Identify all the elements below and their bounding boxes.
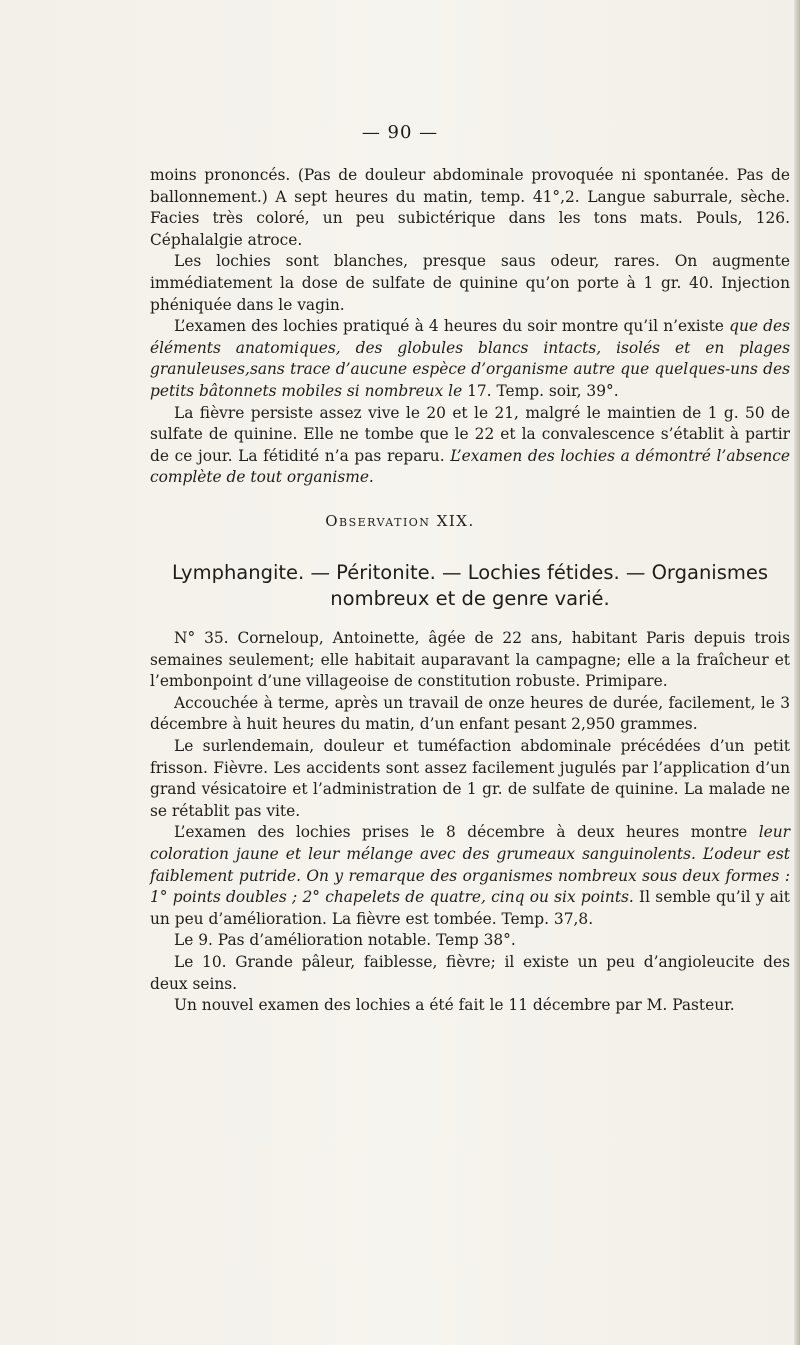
paragraph-3-lead: L’examen des lochies pratiqué à 4 heures du soir montre qu’il n’existe bbox=[174, 317, 730, 336]
paragraph-1: moins prononcés. (Pas de douleur abdominale provoquée ni spontanée. Pas de ballonnement.) A sept heures du matin, temp. 41°,2. Langue saburrale, sèche. Facies très coloré, un peu subictérique dans les tons mats. Pouls, 126. Céphalalgie atroce. bbox=[150, 166, 790, 249]
paragraph-4 bbox=[150, 403, 790, 489]
paragraph-4-lead: La fièvre persiste assez vive le 20 et le 21, malgré le maintien de 1 g. 50 de sulfate de quinine. Elle ne tombe que le 22 et la convalescence s’établit à partir de ce jour. La fétidité n’a pas reparu. bbox=[150, 403, 790, 465]
paragraph-8-italic: leur coloration jaune et leur mélange avec des grumeaux sanguinolents. L’odeur est faiblement putride. On y remarque des organismes nombreux sous deux formes : 1° points doubles ; 2° chapelets de quatre, cinq ou six points. bbox=[150, 823, 790, 907]
case-text bbox=[150, 628, 790, 1017]
case-title: Lymphangite. — Péritonite. — Lochies fétides. — Organismes nombreux et de genre varié. bbox=[171, 561, 769, 610]
observation-heading: Observation XIX. bbox=[325, 512, 475, 530]
paragraph-5: N° 35. Corneloup, Antoinette, âgée de 22 ans, habitant Paris depuis trois semaines seulement; elle habitait auparavant la campagne; elle a la fraîcheur et l’embonpoint d’une villageoise de constitution robuste. Primipare. bbox=[150, 629, 790, 691]
paragraph-8-tail: Il semble qu’il y ait un peu d’amélioration. La fièvre est tombée. Temp. 37,8. bbox=[150, 888, 790, 928]
continued-text bbox=[150, 165, 790, 489]
paragraph-3 bbox=[150, 316, 790, 402]
paragraph-2: Les lochies sont blanches, presque saus odeur, rares. On augmente immédiatement la dose de sulfate de quinine qu’on porte à 1 gr. 40. Injection phéniquée dans le vagin. bbox=[150, 252, 790, 314]
paragraph-8 bbox=[150, 822, 790, 930]
paragraph-3-tail: 17. Temp. soir, 39°. bbox=[462, 381, 619, 400]
paragraph-10: Le 10. Grande pâleur, faiblesse, fièvre; il existe un peu d’angioleucite des deux seins. bbox=[150, 952, 790, 993]
paragraph-3-italic: que des éléments anatomiques, des globules blancs intacts, isolés et en plages granuleuses,sans trace d’aucune espèce d’organisme autre que quelques-uns des petits bâtonnets mobiles si nombreux le bbox=[150, 317, 791, 400]
paragraph-7: Le surlendemain, douleur et tuméfaction abdominale précédées d’un petit frisson. Fièvre. Les accidents sont assez facilement jugulés par l’application d’un grand vésicatoire et l’administration de 1 gr. de sulfate de quinine. La malade ne se rétablit pas vite. bbox=[150, 736, 790, 820]
paragraph-11: Un nouvel examen des lochies a été fait le 11 décembre par M. Pasteur. bbox=[174, 996, 735, 1015]
page-edge bbox=[794, 0, 800, 1345]
paragraph-4-italic: L’examen des lochies a démontré l’absence complète de tout organisme. bbox=[150, 446, 790, 487]
paragraph-8-lead: L’examen des lochies prises le 8 décembre à deux heures montre bbox=[174, 823, 759, 842]
paragraph-9: Le 9. Pas d’amélioration notable. Temp 38°. bbox=[174, 931, 516, 950]
page-number: — 90 — bbox=[361, 122, 439, 143]
paragraph-6: Accouchée à terme, après un travail de onze heures de durée, facilement, le 3 décembre à huit heures du matin, d’un enfant pesant 2,950 grammes. bbox=[150, 693, 790, 734]
